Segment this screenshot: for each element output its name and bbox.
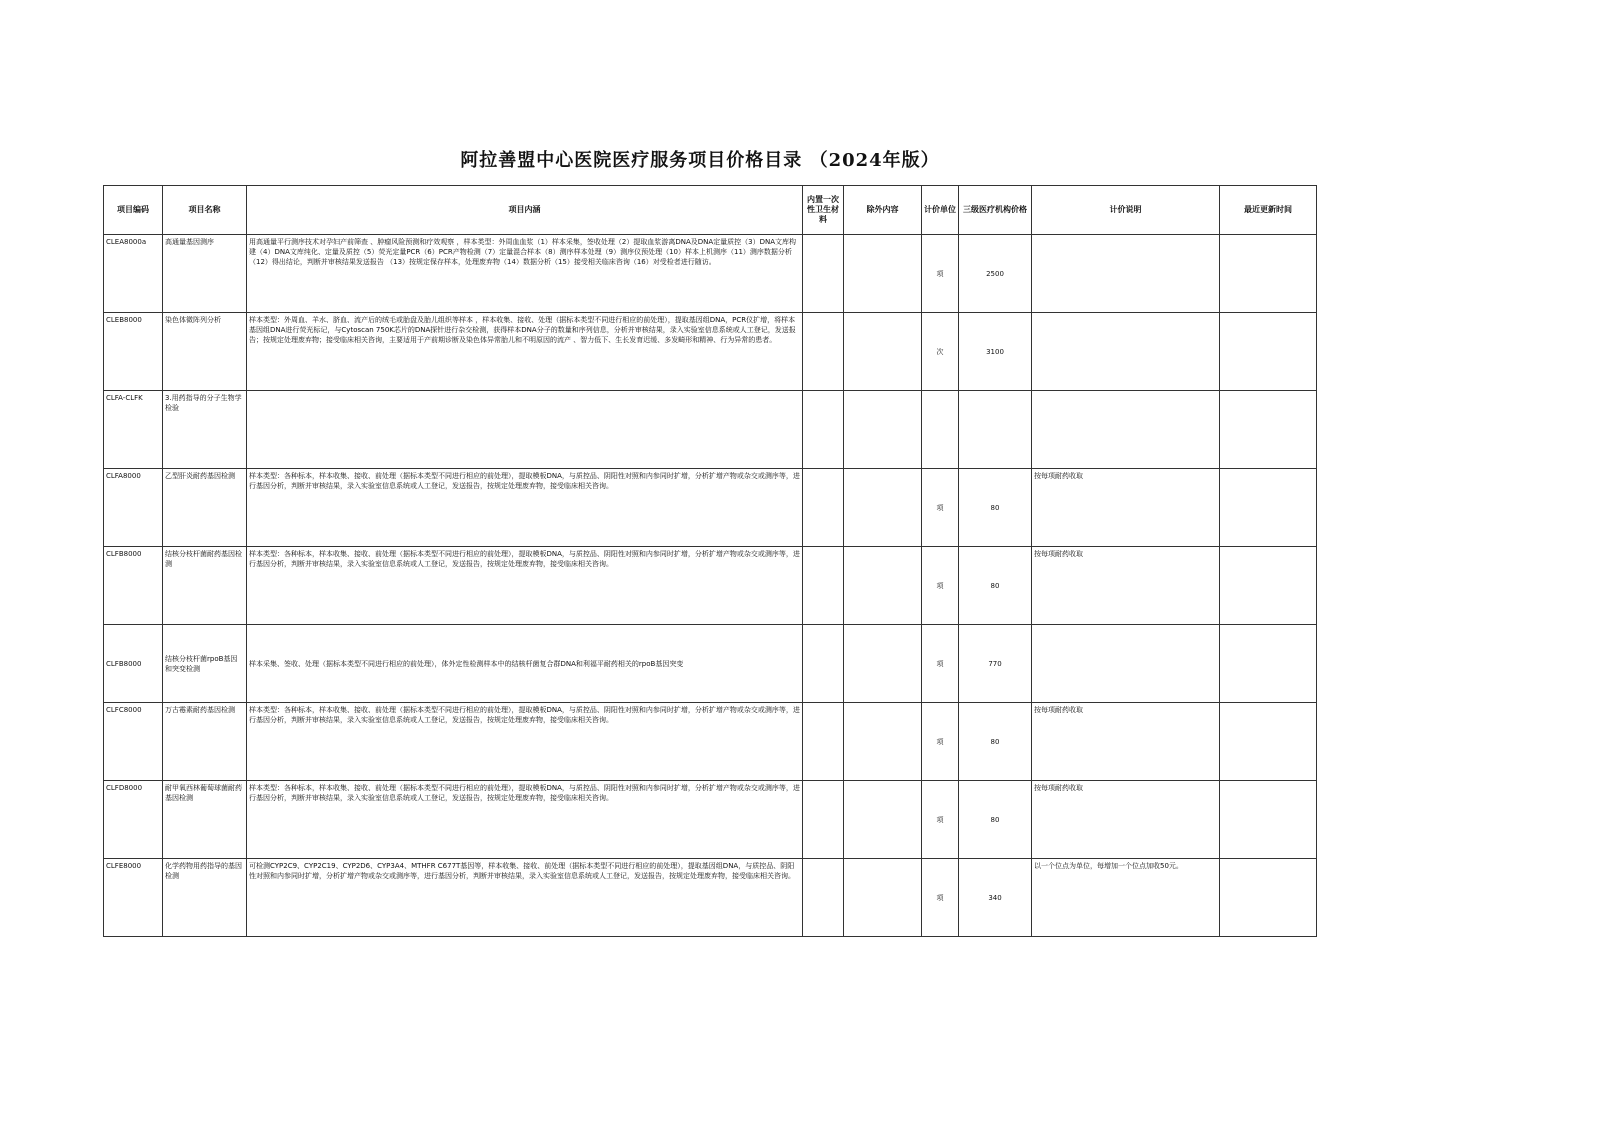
cell-unit: 项	[922, 547, 959, 625]
cell-price	[959, 391, 1032, 469]
cell-content: 样本类型：各种标本，样本收集、接收、前处理（据标本类型不同进行相应的前处理），提取模板DNA，与质控品、阴阳性对照和内参同时扩增，分析扩增产物或杂交或测序等，进行基因分析，判断并审核结果，录入实验室信息系统或人工登记，发送报告，按规定处理废弃物，接受临床相关咨询。	[247, 547, 803, 625]
cell-excluded	[844, 391, 922, 469]
cell-code: CLFB8000	[104, 547, 163, 625]
cell-price: 80	[959, 547, 1032, 625]
cell-unit: 项	[922, 703, 959, 781]
cell-code: CLFB8000	[104, 625, 163, 703]
table-row	[104, 313, 1317, 391]
cell-price: 2500	[959, 235, 1032, 313]
header-name: 项目名称	[163, 186, 247, 235]
cell-price: 80	[959, 703, 1032, 781]
cell-content: 样本类型：各种标本，样本收集、接收、前处理（据标本类型不同进行相应的前处理），提取模板DNA，与质控品、阴阳性对照和内参同时扩增，分析扩增产物或杂交或测序等，进行基因分析，判断并审核结果，录入实验室信息系统或人工登记，发送报告，按规定处理废弃物，接受临床相关咨询。	[247, 703, 803, 781]
cell-name: 乙型肝炎耐药基因检测	[163, 469, 247, 547]
cell-code: CLEA8000a	[104, 235, 163, 313]
cell-excluded	[844, 859, 922, 937]
cell-unit: 项	[922, 235, 959, 313]
table-row	[104, 391, 1317, 469]
table-header-row	[104, 186, 1317, 235]
cell-excluded	[844, 313, 922, 391]
cell-content: 样本采集、签收、处理（据标本类型不同进行相应的前处理），体外定性检测样本中的结核杆菌复合群DNA和利福平耐药相关的rpoB基因突变	[247, 625, 803, 703]
cell-note	[1032, 235, 1220, 313]
cell-material	[803, 625, 844, 703]
cell-excluded	[844, 235, 922, 313]
cell-note	[1032, 625, 1220, 703]
cell-code: CLFE8000	[104, 859, 163, 937]
cell-code: CLFC8000	[104, 703, 163, 781]
cell-content: 样本类型：各种标本，样本收集、接收、前处理（据标本类型不同进行相应的前处理），提取模板DNA，与质控品、阴阳性对照和内参同时扩增，分析扩增产物或杂交或测序等，进行基因分析，判断并审核结果，录入实验室信息系统或人工登记，发送报告，按规定处理废弃物，接受临床相关咨询。	[247, 469, 803, 547]
table-row	[104, 859, 1317, 937]
header-unit: 计价单位	[922, 186, 959, 235]
cell-price: 340	[959, 859, 1032, 937]
cell-updated	[1220, 469, 1317, 547]
cell-material	[803, 235, 844, 313]
cell-name: 万古霉素耐药基因检测	[163, 703, 247, 781]
header-note: 计价说明	[1032, 186, 1220, 235]
cell-code: CLFA-CLFK	[104, 391, 163, 469]
cell-note	[1032, 313, 1220, 391]
cell-unit: 项	[922, 781, 959, 859]
cell-unit: 项	[922, 625, 959, 703]
table-row	[104, 547, 1317, 625]
cell-note	[1032, 391, 1220, 469]
cell-price: 80	[959, 469, 1032, 547]
cell-name: 化学药物用药指导的基因检测	[163, 859, 247, 937]
cell-name: 3.用药指导的分子生物学检验	[163, 391, 247, 469]
cell-material	[803, 859, 844, 937]
header-excluded: 除外内容	[844, 186, 922, 235]
price-table	[103, 185, 1317, 937]
cell-excluded	[844, 703, 922, 781]
cell-name: 染色体微阵列分析	[163, 313, 247, 391]
table-row	[104, 469, 1317, 547]
cell-material	[803, 703, 844, 781]
cell-note: 以一个位点为单位，每增加一个位点加收50元。	[1032, 859, 1220, 937]
table-row	[104, 703, 1317, 781]
cell-updated	[1220, 625, 1317, 703]
cell-name: 高通量基因测序	[163, 235, 247, 313]
cell-material	[803, 469, 844, 547]
cell-unit: 项	[922, 469, 959, 547]
cell-content	[247, 391, 803, 469]
cell-name: 结核分枝杆菌rpoB基因和突变检测	[163, 625, 247, 703]
table-row	[104, 235, 1317, 313]
cell-code: CLEB8000	[104, 313, 163, 391]
cell-content: 可检测CYP2C9、CYP2C19、CYP2D6、CYP3A4、MTHFR C677T基因等，样本收集、接收、前处理（据标本类型不同进行相应的前处理），提取基因组DNA，与质控品、阴阳性对照和内参同时扩增，分析扩增产物或杂交或测序等，进行基因分析，判断并审核结果，录入实验室信息系统或人工登记，发送报告，按规定处理废弃物，接受临床相关咨询。	[247, 859, 803, 937]
cell-note: 按每项耐药收取	[1032, 469, 1220, 547]
table-body	[104, 235, 1317, 937]
cell-content: 样本类型：外周血、羊水、脐血、流产后的绒毛或胎盘及胎儿组织等样本 ，样本收集、接收、处理（据标本类型不同进行相应的前处理），提取基因组DNA，PCR仪扩增，将样本基因组DNA进行荧光标记，与Cytoscan 750K芯片的DNA探针进行杂交检测，获得样本DNA分子的数量和序列信息，分析并审核结果，录入实验室信息系统或人工登记，发送报告；按规定处理废弃物；接受临床相关咨询，主要适用于产前期诊断及染色体异常胎儿和不明原因的流产 、智力低下、生长发育迟缓、多发畸形和精神、行为异常的患者。	[247, 313, 803, 391]
cell-updated	[1220, 781, 1317, 859]
cell-updated	[1220, 235, 1317, 313]
table-row	[104, 625, 1317, 703]
cell-price: 3100	[959, 313, 1032, 391]
cell-price: 770	[959, 625, 1032, 703]
cell-code: CLFD8000	[104, 781, 163, 859]
header-updated: 最近更新时间	[1220, 186, 1317, 235]
cell-updated	[1220, 703, 1317, 781]
cell-price: 80	[959, 781, 1032, 859]
cell-unit: 项	[922, 859, 959, 937]
cell-excluded	[844, 625, 922, 703]
cell-updated	[1220, 313, 1317, 391]
page-title: 阿拉善盟中心医院医疗服务项目价格目录 （2024年版）	[460, 150, 940, 171]
cell-excluded	[844, 469, 922, 547]
cell-material	[803, 313, 844, 391]
cell-note: 按每项耐药收取	[1032, 781, 1220, 859]
cell-excluded	[844, 781, 922, 859]
cell-material	[803, 547, 844, 625]
cell-material	[803, 781, 844, 859]
cell-note: 按每项耐药收取	[1032, 703, 1220, 781]
table-row	[104, 781, 1317, 859]
header-material: 内置一次性卫生材料	[803, 186, 844, 235]
header-content: 项目内涵	[247, 186, 803, 235]
cell-unit	[922, 391, 959, 469]
header-price: 三级医疗机构价格	[959, 186, 1032, 235]
cell-material	[803, 391, 844, 469]
cell-name: 结核分枝杆菌耐药基因检测	[163, 547, 247, 625]
cell-unit: 次	[922, 313, 959, 391]
cell-note: 按每项耐药收取	[1032, 547, 1220, 625]
cell-updated	[1220, 547, 1317, 625]
cell-content: 用高通量平行测序技术对孕妇产前筛查 、肿瘤风险预测和疗效观察 ，样本类型：外周血血浆（1）样本采集，签收处理（2）提取血浆游离DNA及DNA定量质控（3）DNA文库构建（4）DNA文库纯化、定量及质控（5）荧光定量PCR（6）PCR产物检测（7）定量混合样本（8）测序样本处理（9）测序仪预处理（10）样本上机测序（11）测序数据分析（12）得出结论，判断并审核结果发送报告 （13）按规定保存样本，处理废弃物（14）数据分析（15）接受相关临床咨询（16）对受检者进行随访。	[247, 235, 803, 313]
cell-updated	[1220, 391, 1317, 469]
cell-content: 样本类型：各种标本，样本收集、接收、前处理（据标本类型不同进行相应的前处理），提取模板DNA，与质控品、阴阳性对照和内参同时扩增，分析扩增产物或杂交或测序等，进行基因分析，判断并审核结果，录入实验室信息系统或人工登记，发送报告，按规定处理废弃物，接受临床相关咨询。	[247, 781, 803, 859]
cell-excluded	[844, 547, 922, 625]
cell-updated	[1220, 859, 1317, 937]
cell-code: CLFA8000	[104, 469, 163, 547]
cell-name: 耐甲氧西林葡萄球菌耐药基因检测	[163, 781, 247, 859]
header-code: 项目编码	[104, 186, 163, 235]
